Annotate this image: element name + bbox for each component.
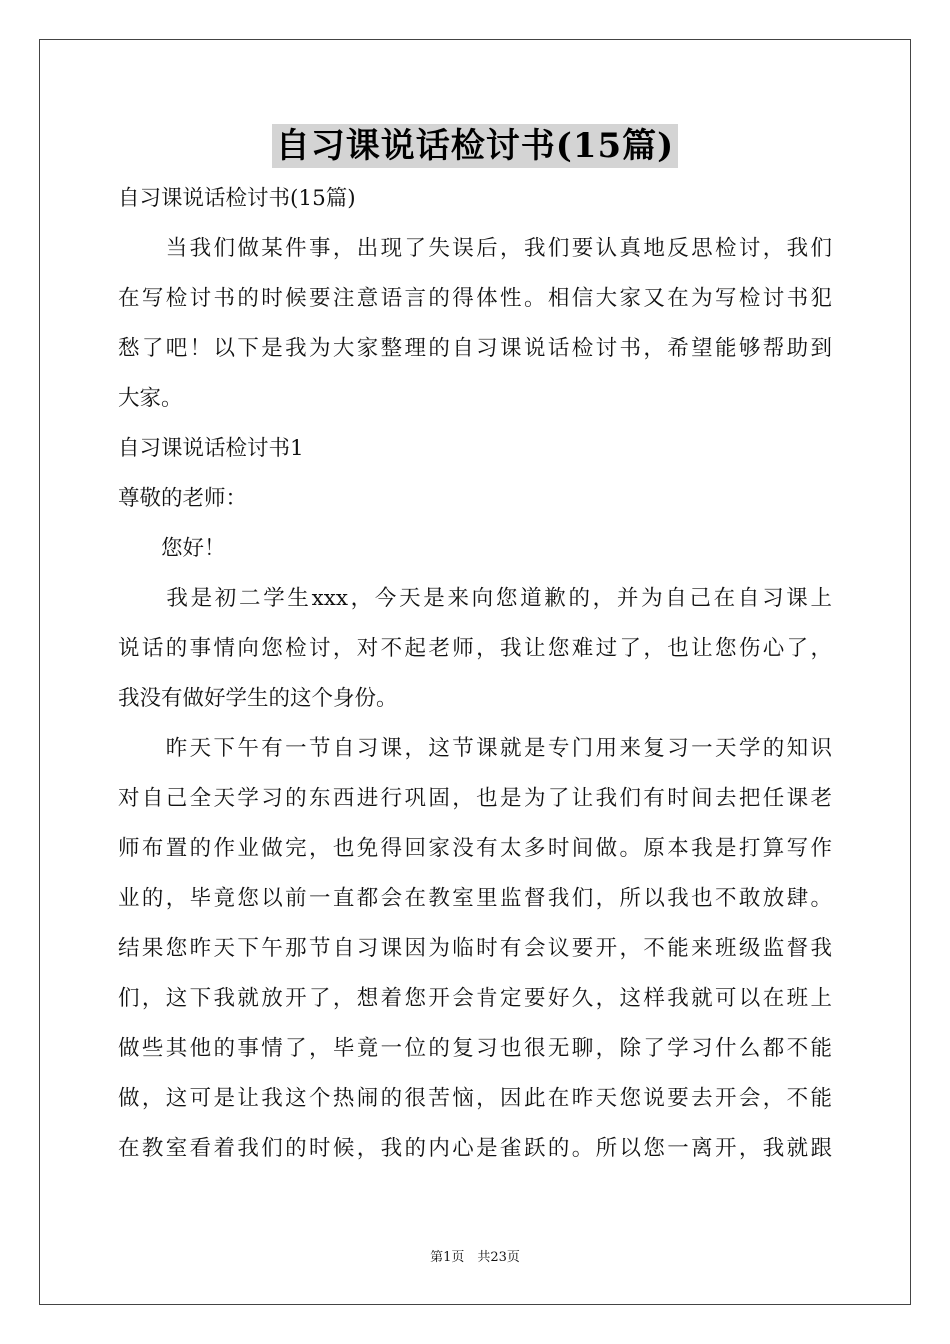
greeting: 您好！ [118,536,226,561]
body-line: 我是初二学生xxx，今天是来向您道歉的，并为自己在自习课上 [118,586,832,611]
body-line: 愁了吧！以下是我为大家整理的自习课说话检讨书，希望能够帮助到 [118,336,832,361]
document-title: 自习课说话检讨书(15篇) [272,124,679,168]
body-line: 结果您昨天下午那节自习课因为临时有会议要开，不能来班级监督我 [118,936,832,961]
page-border [39,39,911,1305]
body-line: 师布置的作业做完，也免得回家没有太多时间做。原本我是打算写作 [118,836,832,861]
body-line: 们，这下我就放开了，想着您开会肯定要好久，这样我就可以在班上 [118,986,832,1011]
body-line: 昨天下午有一节自习课，这节课就是专门用来复习一天学的知识 [118,736,832,761]
body-line: 在教室看着我们的时候，我的内心是雀跃的。所以您一离开，我就跟 [118,1136,832,1161]
body-line: 当我们做某件事，出现了失误后，我们要认真地反思检讨，我们 [118,236,832,261]
page-footer: 第1页 共23页 [430,1250,520,1265]
title-container [0,124,950,168]
body-line: 业的，毕竟您以前一直都会在教室里监督我们，所以我也不敢放肆。 [118,886,832,911]
body-line: 对自己全天学习的东西进行巩固，也是为了让我们有时间去把任课老 [118,786,832,811]
section-heading: 自习课说话检讨书1 [118,436,304,461]
subtitle-line: 自习课说话检讨书(15篇) [118,186,356,211]
body-line: 我没有做好学生的这个身份。 [118,686,398,711]
body-line: 大家。 [118,386,183,411]
body-line: 做些其他的事情了，毕竟一位的复习也很无聊，除了学习什么都不能 [118,1036,832,1061]
body-line: 做，这可是让我这个热闹的很苦恼，因此在昨天您说要去开会，不能 [118,1086,832,1111]
salutation: 尊敬的老师： [118,486,248,511]
body-line: 在写检讨书的时候要注意语言的得体性。相信大家又在为写检讨书犯 [118,286,832,311]
body-line: 说话的事情向您检讨，对不起老师，我让您难过了，也让您伤心了， [118,636,832,661]
